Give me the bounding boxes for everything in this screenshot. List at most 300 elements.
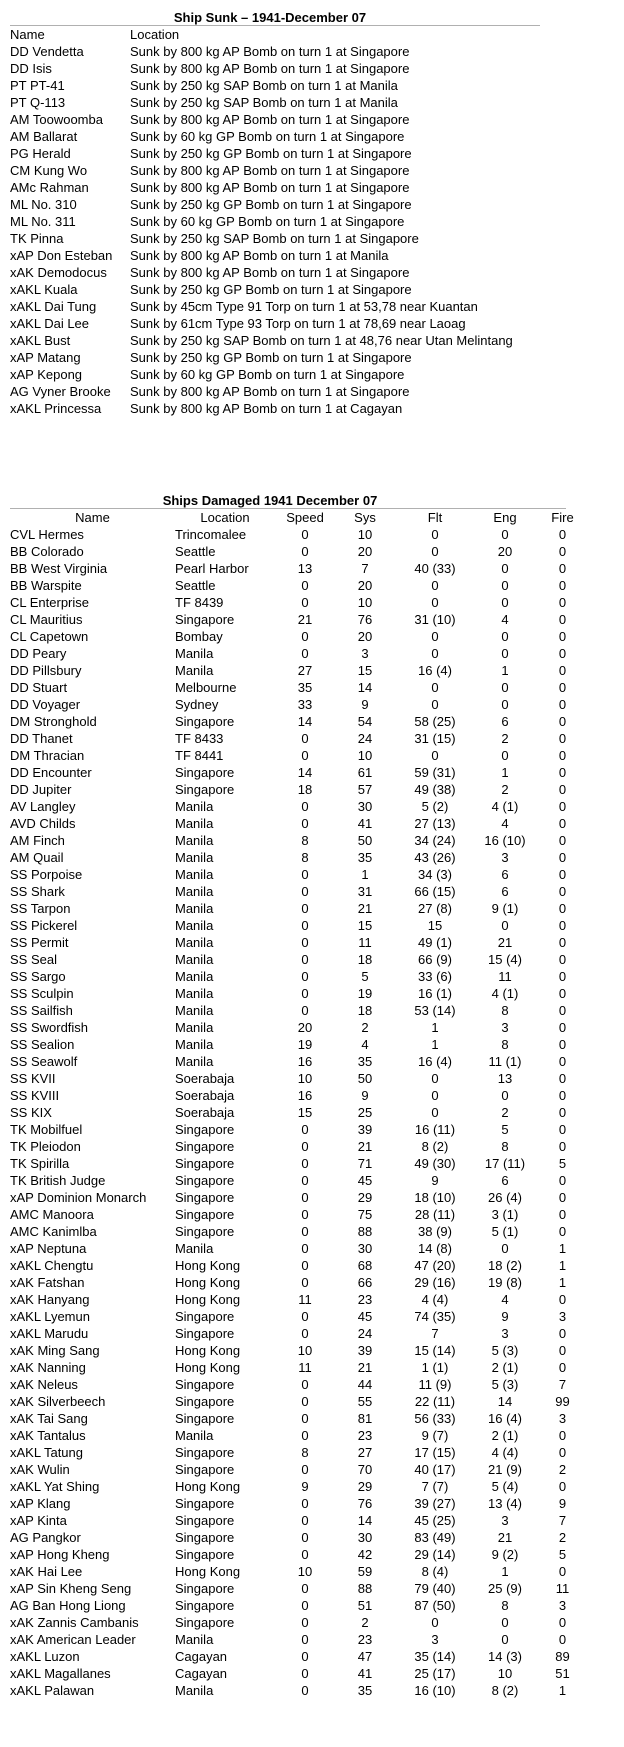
damaged-sys: 35 (357, 1683, 373, 1698)
sunk-ship-location: Sunk by 800 kg AP Bomb on turn 1 at Singapore (130, 61, 410, 76)
damaged-eng: 16 (4) (488, 1411, 522, 1426)
damaged-eng: 0 (501, 697, 509, 712)
damaged-sys: 39 (357, 1343, 373, 1358)
damaged-flt: 66 (9) (418, 952, 452, 967)
sunk-row (10, 400, 550, 417)
damaged-row (10, 611, 590, 628)
damaged-speed: 0 (301, 1173, 309, 1188)
sunk-ship-location: Sunk by 800 kg AP Bomb on turn 1 at Singapore (130, 180, 410, 195)
damaged-ship-location: Manila (175, 1632, 214, 1647)
damaged-sys: 21 (357, 901, 373, 916)
damaged-fire: 0 (558, 1139, 567, 1154)
damaged-ship-name: xAK Tantalus (10, 1428, 86, 1443)
damaged-sys: 10 (357, 748, 373, 763)
damaged-header-fire: Fire (551, 510, 574, 525)
damaged-ship-location: Manila (175, 867, 214, 882)
damaged-ship-location: Hong Kong (175, 1564, 241, 1579)
damaged-eng: 14 (3) (488, 1649, 522, 1664)
damaged-flt: 5 (2) (421, 799, 449, 814)
damaged-ship-name: xAKL Yat Shing (10, 1479, 100, 1494)
damaged-sys: 3 (361, 646, 369, 661)
sunk-ship-name: TK Pinna (10, 231, 64, 246)
damaged-eng: 1 (501, 765, 509, 780)
damaged-sys: 45 (357, 1309, 373, 1324)
damaged-sys: 76 (357, 612, 373, 627)
sunk-row (10, 366, 550, 383)
damaged-ship-location: Singapore (175, 1190, 235, 1205)
damaged-sys: 5 (361, 969, 369, 984)
damaged-flt: 0 (431, 1071, 439, 1086)
damaged-row (10, 1478, 590, 1495)
damaged-ship-name: SS KVIII (10, 1088, 60, 1103)
sunk-table (10, 26, 550, 417)
sunk-ship-location: Sunk by 250 kg GP Bomb on turn 1 at Singapore (130, 282, 412, 297)
damaged-flt: 28 (11) (414, 1207, 456, 1222)
damaged-flt: 0 (431, 1088, 439, 1103)
damaged-ship-name: SS Sailfish (10, 1003, 73, 1018)
damaged-row (10, 1070, 590, 1087)
sunk-header-name: Name (10, 27, 45, 42)
damaged-ship-name: DD Jupiter (10, 782, 72, 797)
damaged-fire: 0 (558, 1207, 567, 1222)
damaged-row (10, 1682, 590, 1699)
damaged-flt: 56 (33) (414, 1411, 456, 1426)
damaged-flt: 1 (1) (421, 1360, 449, 1375)
damaged-ship-location: Manila (175, 663, 214, 678)
damaged-sys: 66 (357, 1275, 373, 1290)
damaged-fire: 0 (558, 867, 567, 882)
damaged-speed: 10 (297, 1564, 313, 1579)
damaged-ship-location: Seattle (175, 544, 216, 559)
damaged-eng: 6 (501, 867, 509, 882)
damaged-sys: 70 (357, 1462, 373, 1477)
damaged-sys: 88 (357, 1581, 373, 1596)
damaged-fire: 0 (558, 1190, 567, 1205)
sunk-ship-location: Sunk by 250 kg GP Bomb on turn 1 at Singapore (130, 197, 412, 212)
damaged-eng: 25 (9) (488, 1581, 522, 1596)
damaged-ship-name: BB Colorado (10, 544, 84, 559)
damaged-row (10, 1461, 590, 1478)
damaged-ship-location: Singapore (175, 1462, 235, 1477)
damaged-ship-location: Manila (175, 1020, 214, 1035)
damaged-ship-name: CVL Hermes (10, 527, 84, 542)
damaged-row (10, 1495, 590, 1512)
damaged-sys: 9 (361, 1088, 369, 1103)
damaged-flt: 39 (27) (414, 1496, 456, 1511)
damaged-speed: 13 (297, 561, 313, 576)
damaged-fire: 0 (558, 918, 567, 933)
damaged-eng: 0 (501, 578, 509, 593)
damaged-flt: 29 (14) (414, 1547, 456, 1562)
damaged-eng: 5 (1) (491, 1224, 519, 1239)
damaged-ship-name: DD Stuart (10, 680, 68, 695)
damaged-eng: 0 (501, 561, 509, 576)
damaged-eng: 4 (1) (491, 799, 519, 814)
damaged-row (10, 1597, 590, 1614)
damaged-sys: 2 (361, 1615, 369, 1630)
damaged-row (10, 1274, 590, 1291)
damaged-ship-name: xAP Kinta (10, 1513, 67, 1528)
damaged-table (10, 509, 590, 1699)
damaged-row (10, 1563, 590, 1580)
damaged-row (10, 1189, 590, 1206)
damaged-row (10, 883, 590, 900)
damaged-ship-location: Manila (175, 850, 214, 865)
damaged-sys: 31 (357, 884, 373, 899)
sunk-row (10, 128, 550, 145)
damaged-ship-location: Pearl Harbor (175, 561, 249, 576)
damaged-eng: 1 (501, 663, 509, 678)
damaged-ship-name: CL Enterprise (10, 595, 89, 610)
sunk-ship-name: xAKL Dai Tung (10, 299, 97, 314)
damaged-speed: 0 (301, 867, 309, 882)
damaged-ship-location: Manila (175, 1003, 214, 1018)
damaged-ship-name: SS KIX (10, 1105, 52, 1120)
damaged-flt: 15 (427, 918, 443, 933)
damaged-flt: 0 (431, 680, 439, 695)
damaged-fire: 7 (558, 1513, 567, 1528)
damaged-row (10, 1104, 590, 1121)
damaged-eng: 0 (501, 1632, 509, 1647)
damaged-row (10, 560, 590, 577)
damaged-ship-name: xAK Neleus (10, 1377, 78, 1392)
damaged-speed: 9 (301, 1479, 309, 1494)
sunk-ship-name: AM Toowoomba (10, 112, 103, 127)
damaged-fire: 0 (558, 1020, 567, 1035)
damaged-ship-location: Singapore (175, 1377, 235, 1392)
damaged-ship-location: Singapore (175, 1547, 235, 1562)
damaged-ship-name: xAP Dominion Monarch (10, 1190, 147, 1205)
sunk-row (10, 332, 550, 349)
damaged-flt: 22 (11) (414, 1394, 456, 1409)
damaged-speed: 20 (297, 1020, 313, 1035)
damaged-eng: 4 (501, 1292, 509, 1307)
damaged-row (10, 1019, 590, 1036)
damaged-speed: 19 (297, 1037, 313, 1052)
damaged-speed: 0 (301, 1377, 309, 1392)
damaged-eng: 0 (501, 595, 509, 610)
damaged-fire: 0 (558, 1003, 567, 1018)
damaged-flt: 47 (20) (414, 1258, 456, 1273)
damaged-ship-name: xAK Tai Sang (10, 1411, 88, 1426)
damaged-speed: 0 (301, 748, 309, 763)
damaged-row (10, 1546, 590, 1563)
damaged-speed: 0 (301, 578, 309, 593)
damaged-eng: 5 (501, 1122, 509, 1137)
damaged-ship-name: AM Quail (10, 850, 64, 865)
damaged-row (10, 679, 590, 696)
damaged-sys: 30 (357, 799, 373, 814)
damaged-sys: 20 (357, 578, 373, 593)
damaged-ship-name: SS Swordfish (10, 1020, 89, 1035)
damaged-eng: 4 (501, 816, 509, 831)
damaged-sys: 41 (357, 1666, 373, 1681)
damaged-row (10, 1138, 590, 1155)
damaged-eng: 5 (3) (491, 1343, 519, 1358)
sunk-body (10, 43, 550, 417)
sunk-row (10, 298, 550, 315)
damaged-fire: 0 (558, 1122, 567, 1137)
sunk-ship-name: DD Isis (10, 61, 52, 76)
damaged-ship-location: Manila (175, 935, 214, 950)
damaged-speed: 0 (301, 816, 309, 831)
damaged-ship-name: SS Sculpin (10, 986, 74, 1001)
damaged-fire: 2 (558, 1530, 567, 1545)
damaged-flt: 83 (49) (414, 1530, 456, 1545)
damaged-ship-name: SS Pickerel (10, 918, 78, 933)
damaged-ship-name: SS Shark (10, 884, 65, 899)
sunk-row (10, 77, 550, 94)
damaged-row (10, 1291, 590, 1308)
damaged-speed: 0 (301, 1496, 309, 1511)
damaged-eng: 13 (4) (488, 1496, 522, 1511)
damaged-speed: 35 (297, 680, 313, 695)
sunk-ship-location: Sunk by 800 kg AP Bomb on turn 1 at Singapore (130, 163, 410, 178)
damaged-eng: 0 (501, 748, 509, 763)
damaged-ship-name: xAK Nanning (10, 1360, 86, 1375)
damaged-ship-name: xAKL Lyemun (10, 1309, 90, 1324)
damaged-sys: 23 (357, 1428, 373, 1443)
damaged-speed: 0 (301, 1224, 309, 1239)
damaged-header-sys: Sys (354, 510, 376, 525)
damaged-flt: 49 (1) (418, 935, 452, 950)
damaged-eng: 6 (501, 714, 509, 729)
damaged-row (10, 1240, 590, 1257)
damaged-fire: 0 (558, 952, 567, 967)
damaged-row (10, 662, 590, 679)
damaged-ship-location: Manila (175, 918, 214, 933)
damaged-ship-location: Singapore (175, 612, 235, 627)
damaged-speed: 0 (301, 952, 309, 967)
damaged-flt: 17 (15) (414, 1445, 456, 1460)
damaged-speed: 0 (301, 969, 309, 984)
damaged-ship-name: xAKL Tatung (10, 1445, 83, 1460)
sunk-ship-name: PT PT-41 (10, 78, 65, 93)
damaged-ship-name: xAP Klang (10, 1496, 71, 1511)
damaged-speed: 0 (301, 935, 309, 950)
damaged-speed: 0 (301, 646, 309, 661)
damaged-sys: 30 (357, 1241, 373, 1256)
damaged-flt: 34 (3) (418, 867, 452, 882)
sunk-ship-location: Sunk by 250 kg GP Bomb on turn 1 at Singapore (130, 146, 412, 161)
damaged-eng: 2 (501, 731, 509, 746)
damaged-ship-name: xAKL Magallanes (10, 1666, 111, 1681)
sunk-ship-location: Sunk by 800 kg AP Bomb on turn 1 at Singapore (130, 44, 410, 59)
damaged-flt: 1 (431, 1020, 439, 1035)
damaged-sys: 59 (357, 1564, 373, 1579)
damaged-eng: 6 (501, 1173, 509, 1188)
damaged-flt: 59 (31) (414, 765, 456, 780)
sunk-ship-location: Sunk by 250 kg SAP Bomb on turn 1 at 48,76 near Utan Melintang (130, 333, 513, 348)
damaged-sys: 23 (357, 1632, 373, 1647)
damaged-row (10, 1206, 590, 1223)
damaged-speed: 0 (301, 918, 309, 933)
damaged-row (10, 1631, 590, 1648)
damaged-fire: 2 (558, 1462, 567, 1477)
damaged-ship-location: Manila (175, 816, 214, 831)
damaged-eng: 0 (501, 629, 509, 644)
damaged-sys: 50 (357, 833, 373, 848)
damaged-ship-name: SS KVII (10, 1071, 56, 1086)
sunk-ship-location: Sunk by 250 kg SAP Bomb on turn 1 at Manila (130, 78, 398, 93)
damaged-eng: 5 (3) (491, 1377, 519, 1392)
sunk-ship-name: xAKL Dai Lee (10, 316, 90, 331)
sunk-ship-name: PT Q-113 (10, 95, 66, 110)
damaged-sys: 45 (357, 1173, 373, 1188)
damaged-ship-location: Hong Kong (175, 1479, 241, 1494)
damaged-fire: 0 (558, 1428, 567, 1443)
damaged-ship-name: CL Mauritius (10, 612, 83, 627)
damaged-speed: 0 (301, 1666, 309, 1681)
damaged-row (10, 526, 590, 543)
damaged-speed: 21 (297, 612, 313, 627)
damaged-flt: 0 (431, 629, 439, 644)
damaged-speed: 0 (301, 1581, 309, 1596)
sunk-ship-location: Sunk by 250 kg SAP Bomb on turn 1 at Manila (130, 95, 398, 110)
sunk-ship-location: Sunk by 60 kg GP Bomb on turn 1 at Singapore (130, 214, 405, 229)
damaged-speed: 0 (301, 1326, 309, 1341)
damaged-ship-name: DD Encounter (10, 765, 92, 780)
damaged-sys: 21 (357, 1360, 373, 1375)
damaged-header-flt: Flt (427, 510, 443, 525)
damaged-row (10, 577, 590, 594)
damaged-fire: 0 (558, 1632, 567, 1647)
damaged-sys: 35 (357, 850, 373, 865)
sunk-row (10, 94, 550, 111)
damaged-eng: 5 (4) (491, 1479, 519, 1494)
damaged-ship-name: xAK Hanyang (10, 1292, 90, 1307)
damaged-row (10, 1325, 590, 1342)
damaged-ship-location: Manila (175, 1241, 214, 1256)
damaged-flt: 16 (1) (418, 986, 452, 1001)
damaged-eng: 2 (501, 782, 509, 797)
damaged-flt: 25 (17) (414, 1666, 456, 1681)
damaged-speed: 8 (301, 1445, 309, 1460)
damaged-ship-name: BB West Virginia (10, 561, 108, 576)
damaged-sys: 15 (357, 918, 373, 933)
damaged-eng: 1 (501, 1564, 509, 1579)
damaged-flt: 34 (24) (414, 833, 456, 848)
damaged-sys: 88 (357, 1224, 373, 1239)
damaged-flt: 16 (10) (414, 1683, 456, 1698)
damaged-row (10, 832, 590, 849)
damaged-speed: 0 (301, 1258, 309, 1273)
damaged-sys: 61 (357, 765, 373, 780)
damaged-flt: 16 (4) (418, 1054, 452, 1069)
damaged-sys: 47 (357, 1649, 373, 1664)
damaged-flt: 11 (9) (418, 1377, 452, 1392)
damaged-speed: 11 (298, 1360, 312, 1375)
damaged-eng: 3 (501, 1513, 509, 1528)
damaged-ship-location: Hong Kong (175, 1275, 241, 1290)
damaged-ship-location: Manila (175, 986, 214, 1001)
damaged-row (10, 1529, 590, 1546)
sunk-ship-location: Sunk by 45cm Type 91 Torp on turn 1 at 53,78 near Kuantan (130, 299, 478, 314)
damaged-ship-location: TF 8441 (175, 748, 224, 763)
damaged-fire: 0 (558, 544, 567, 559)
damaged-speed: 0 (301, 1411, 309, 1426)
damaged-flt: 45 (25) (414, 1513, 456, 1528)
damaged-speed: 33 (297, 697, 313, 712)
damaged-speed: 0 (301, 799, 309, 814)
sunk-ship-name: xAKL Kuala (10, 282, 78, 297)
damaged-speed: 11 (298, 1292, 312, 1307)
damaged-speed: 0 (301, 629, 309, 644)
damaged-sys: 11 (358, 935, 372, 950)
damaged-fire: 0 (558, 578, 567, 593)
damaged-row (10, 1393, 590, 1410)
damaged-ship-location: TF 8433 (175, 731, 224, 746)
sunk-ship-name: xAKL Princessa (10, 401, 102, 416)
damaged-flt: 7 (7) (421, 1479, 449, 1494)
sunk-row (10, 162, 550, 179)
damaged-ship-name: DD Thanet (10, 731, 73, 746)
damaged-flt: 33 (6) (418, 969, 452, 984)
damaged-sys: 23 (357, 1292, 373, 1307)
damaged-ship-location: Seattle (175, 578, 216, 593)
damaged-row (10, 696, 590, 713)
damaged-fire: 0 (558, 986, 567, 1001)
damaged-flt: 0 (431, 527, 439, 542)
damaged-fire: 0 (558, 1615, 567, 1630)
sunk-row (10, 247, 550, 264)
damaged-flt: 79 (40) (414, 1581, 456, 1596)
damaged-sys: 29 (357, 1479, 373, 1494)
damaged-flt: 15 (14) (414, 1343, 456, 1358)
damaged-ship-name: TK British Judge (10, 1173, 106, 1188)
damaged-ship-name: AMC Manoora (10, 1207, 94, 1222)
sunk-ship-location: Sunk by 60 kg GP Bomb on turn 1 at Singapore (130, 129, 405, 144)
damaged-flt: 49 (30) (414, 1156, 456, 1171)
damaged-fire: 1 (558, 1241, 567, 1256)
damaged-row (10, 934, 590, 951)
sunk-row (10, 60, 550, 77)
damaged-speed: 0 (301, 1139, 309, 1154)
damaged-ship-name: xAP Neptuna (10, 1241, 87, 1256)
damaged-speed: 0 (301, 1547, 309, 1562)
damaged-fire: 0 (558, 748, 567, 763)
damaged-ship-name: AVD Childs (10, 816, 76, 831)
damaged-sys: 7 (361, 561, 369, 576)
damaged-fire: 0 (558, 697, 567, 712)
damaged-sys: 68 (357, 1258, 373, 1273)
damaged-flt: 87 (50) (414, 1598, 456, 1613)
sunk-ship-name: xAP Don Esteban (10, 248, 113, 263)
damaged-fire: 0 (558, 527, 567, 542)
damaged-speed: 0 (301, 1394, 309, 1409)
damaged-ship-name: SS Permit (10, 935, 69, 950)
damaged-eng: 4 (501, 612, 509, 627)
damaged-ship-name: DM Thracian (10, 748, 85, 763)
damaged-ship-name: xAP Hong Kheng (10, 1547, 110, 1562)
damaged-speed: 0 (301, 1156, 309, 1171)
damaged-row (10, 645, 590, 662)
damaged-eng: 21 (9) (488, 1462, 522, 1477)
sunk-row (10, 315, 550, 332)
damaged-flt: 0 (431, 544, 439, 559)
damaged-eng: 0 (501, 1241, 509, 1256)
damaged-sys: 20 (357, 629, 373, 644)
damaged-ship-location: Singapore (175, 1394, 235, 1409)
damaged-ship-name: xAK Wulin (10, 1462, 70, 1477)
sunk-header-row (10, 26, 550, 43)
damaged-row (10, 1155, 590, 1172)
damaged-ship-location: Manila (175, 799, 214, 814)
damaged-sys: 76 (357, 1496, 373, 1511)
damaged-row (10, 1036, 590, 1053)
damaged-ship-location: Hong Kong (175, 1343, 241, 1358)
damaged-eng: 3 (501, 1020, 509, 1035)
